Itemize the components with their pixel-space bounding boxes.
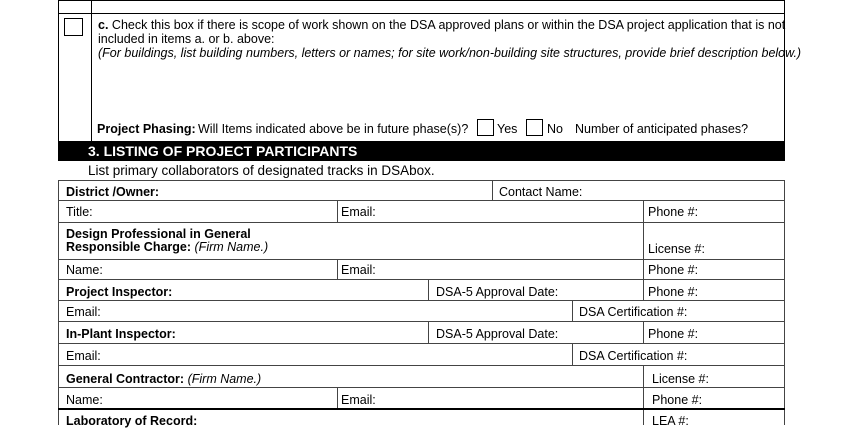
phasing-label: Project Phasing: <box>97 122 196 136</box>
phasing-no-checkbox[interactable] <box>526 119 543 136</box>
general-contractor-phone-label: Phone #: <box>652 393 703 407</box>
project-inspector-email-label: Email: <box>66 305 101 319</box>
design-professional-name-label: Name: <box>66 263 103 277</box>
district-phone-label: Phone #: <box>648 205 699 219</box>
general-contractor-label <box>66 372 261 386</box>
design-professional-label-line1: Design Professional in General <box>66 227 251 241</box>
laboratory-lea-label: LEA #: <box>652 414 689 428</box>
laboratory-label: Laboratory of Record: <box>66 414 198 428</box>
section-3-header <box>58 141 785 161</box>
design-professional-firm: (Firm Name.) <box>194 240 269 254</box>
inplant-inspector-label: In-Plant Inspector: <box>66 327 176 341</box>
scope-checkbox[interactable] <box>64 18 83 36</box>
general-contractor-firm: (Firm Name.) <box>187 372 262 386</box>
section-c-note: (For buildings, list building numbers, letters or names; for site work/non-building site structures, provide brief description below.) <box>98 46 802 60</box>
district-title-label: Title: <box>66 205 93 219</box>
design-professional-charge: Responsible Charge: <box>66 240 192 254</box>
project-inspector-label: Project Inspector: <box>66 285 173 299</box>
general-contractor-title: General Contractor: <box>66 372 185 386</box>
design-professional-phone-label: Phone #: <box>648 263 699 277</box>
section-3-title: 3. LISTING OF PROJECT PARTICIPANTS <box>88 143 358 159</box>
section-c-line1 <box>98 18 785 32</box>
phasing-question: Will Items indicated above be in future phase(s)? <box>198 122 469 136</box>
phasing-yes-label: Yes <box>497 122 518 136</box>
general-contractor-name-label: Name: <box>66 393 103 407</box>
section-3-subtitle: List primary collaborators of designated tracks in DSAbox. <box>88 163 435 178</box>
design-professional-label-line2 <box>66 240 268 254</box>
inplant-inspector-approval-label: DSA-5 Approval Date: <box>436 327 559 341</box>
phasing-no-label: No <box>547 122 563 136</box>
general-contractor-license-label: License #: <box>652 372 709 386</box>
inplant-inspector-cert-label: DSA Certification #: <box>579 349 688 363</box>
project-inspector-cert-label: DSA Certification #: <box>579 305 688 319</box>
district-email-label: Email: <box>341 205 376 219</box>
project-inspector-approval-label: DSA-5 Approval Date: <box>436 285 559 299</box>
phasing-yes-checkbox[interactable] <box>477 119 494 136</box>
section-c-label: c. <box>98 18 109 32</box>
phasing-count-label: Number of anticipated phases? <box>575 122 749 136</box>
section-c-line2: included in items a. or b. above: <box>98 32 275 46</box>
inplant-inspector-phone-label: Phone #: <box>648 327 699 341</box>
section-c-text: Check this box if there is scope of work shown on the DSA approved plans or within the DSA project application that is not <box>111 18 786 32</box>
project-inspector-phone-label: Phone #: <box>648 285 699 299</box>
design-professional-email-label: Email: <box>341 263 376 277</box>
district-contact-label: Contact Name: <box>499 185 583 199</box>
general-contractor-email-label: Email: <box>341 393 376 407</box>
district-owner-label: District /Owner: <box>66 185 160 199</box>
inplant-inspector-email-label: Email: <box>66 349 101 363</box>
design-professional-license-label: License #: <box>648 242 705 256</box>
